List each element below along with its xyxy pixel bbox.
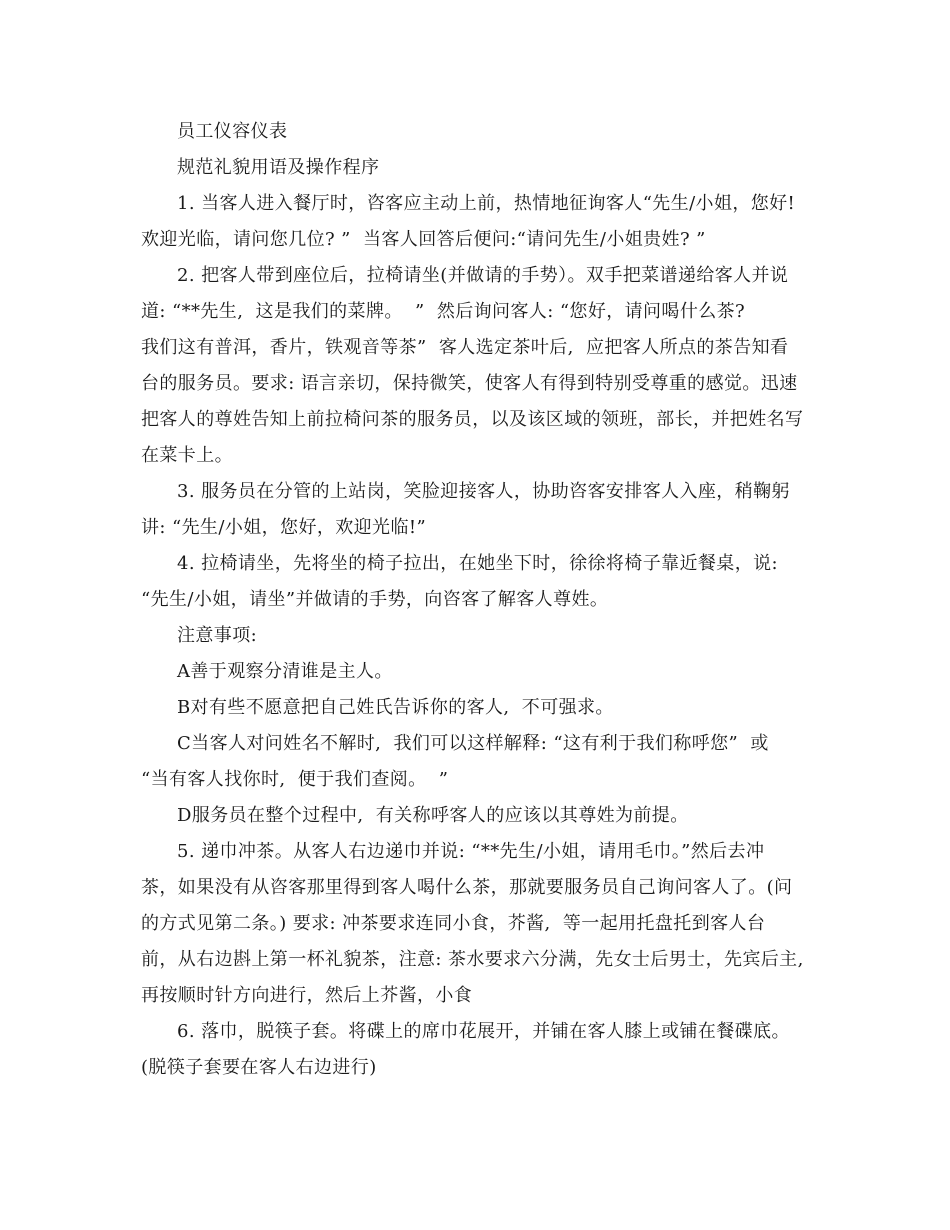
paragraph-line: 2. 把客人带到座位后，拉椅请坐(并做请的手势）。双手把菜谱递给客人并说 — [177, 265, 789, 286]
paragraph-line: (脱筷子套要在客人右边进行) — [141, 1057, 377, 1078]
paragraph-line: 5. 递巾冲茶。从客人右边递巾并说: “**先生/小姐，请用毛巾。”然后去冲 — [177, 841, 765, 862]
paragraph-line: 茶，如果没有从咨客那里得到客人喝什么茶，那就要服务员自己询问客人了。(问 — [141, 877, 793, 898]
paragraph-line: 我们这有普洱，香片，铁观音等茶” 客人选定茶叶后, 应把客人所点的茶告知看 — [141, 337, 789, 358]
notes-heading: 注意事项: — [177, 625, 258, 646]
note-item: B对有些不愿意把自己姓氏告诉你的客人, 不可强求。 — [177, 697, 614, 718]
note-item: D服务员在整个过程中, 有关称呼客人的应该以其尊姓为前提。 — [177, 805, 689, 826]
paragraph-line: 4. 拉椅请坐，先将坐的椅子拉出，在她坐下时，徐徐将椅子靠近餐桌，说: — [177, 553, 778, 574]
paragraph-line: 台的服务员。要求: 语言亲切，保持微笑，使客人有得到特别受尊重的感觉。迅速 — [141, 373, 798, 394]
paragraph-line: 把客人的尊姓告知上前拉椅问茶的服务员，以及该区域的领班，部长，并把姓名写 — [141, 409, 804, 430]
paragraph-line: 讲: “先生/小姐，您好，欢迎光临!” — [141, 517, 427, 538]
doc-subtitle: 规范礼貌用语及操作程序 — [177, 157, 380, 178]
doc-title: 员工仪容仪表 — [177, 121, 288, 142]
paragraph-line: 6. 落巾，脱筷子套。将碟上的席巾花展开，并铺在客人膝上或铺在餐碟底。 — [177, 1021, 790, 1042]
paragraph-line: 3. 服务员在分管的上站岗，笑脸迎接客人，协助咨客安排客人入座，稍鞠躬 — [177, 481, 790, 502]
paragraph-line: 1. 当客人进入餐厅时，咨客应主动上前，热情地征询客人“先生/小姐，您好! — [177, 193, 796, 214]
note-item: A善于观察分清谁是主人。 — [177, 661, 393, 682]
paragraph-line: 欢迎光临，请问您几位? ” 当客人回答后便问:“请问先生/小姐贵姓? ” — [141, 229, 706, 250]
note-item: “当有客人找你时, 便于我们查阅。 ” — [141, 769, 449, 790]
paragraph-line: “先生/小姐，请坐”并做请的手势，向咨客了解客人尊姓。 — [141, 589, 609, 610]
paragraph-line: 在菜卡上。 — [141, 445, 233, 466]
paragraph-line: 前，从右边斟上第一杯礼貌茶，注意: 茶水要求六分满，先女士后男士，先宾后主, — [141, 949, 804, 970]
note-item: C当客人对问姓名不解时, 我们可以这样解释: “这有利于我们称呼您” 或 — [177, 733, 769, 754]
paragraph-line: 再按顺时针方向进行，然后上芥酱，小食 — [141, 985, 473, 1006]
paragraph-line: 道: “**先生, 这是我们的菜牌。 ” 然后询问客人: “您好，请问喝什么茶? — [141, 301, 746, 322]
paragraph-line: 的方式见第二条。) 要求: 冲茶要求连同小食，芥酱, 等一起用托盘托到客人台 — [141, 913, 766, 934]
